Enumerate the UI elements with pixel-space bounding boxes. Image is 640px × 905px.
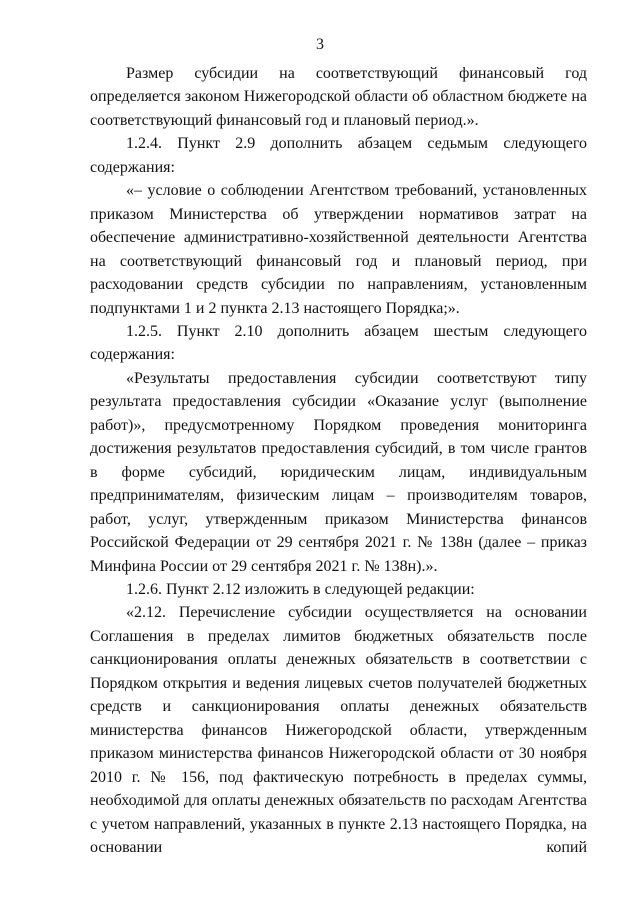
paragraph-1-2-6: 1.2.6. Пункт 2.12 изложить в следующей редакции: <box>126 580 475 598</box>
document-body <box>90 62 587 859</box>
paragraph-condition-requirements: «– условие о соблюдении Агентством требований, установленных приказом Министерства об утверждении нормативов затрат на обеспечение административно-хозяйственной деятельности Агентства на соответствующий финансовый год и плановый период, при расходовании средств субсидии по направлениям, установленным подпунктами 1 и 2 пункта 2.13 настоящего Порядка;». <box>90 182 587 317</box>
page-number: 3 <box>316 36 324 53</box>
paragraph-1-2-5: 1.2.5. Пункт 2.10 дополнить абзацем шестым следующего содержания: <box>90 322 587 364</box>
paragraph-subsidy-size: Размер субсидии на соответствующий финансовый год определяется законом Нижегородской области об областном бюджете на соответствующий финансовый год и плановый период.». <box>90 65 587 129</box>
paragraph-2-12: «2.12. Перечисление субсидии осуществляется на основании Соглашения в пределах лимитов бюджетных обязательств после санкционирования оплаты денежных обязательств в соответствии с Порядком открытия и ведения лицевых счетов получателей бюджетных средств и санкционирования оплаты денежных обязательств министерства финансов Нижегородской области, утвержденным приказом министерства финансов Нижегородской области от 30 ноября 2010 г. № 156, под фактическую потребность в пределах суммы, необходимой для оплаты денежных обязательств по расходам Агентства с учетом направлений, указанных в пункте 2.13 настоящего Порядка, на основании копий <box>90 604 587 856</box>
paragraph-results: «Результаты предоставления субсидии соответствуют типу результата предоставления субсидии «Оказание услуг (выполнение работ)», предусмотренному Порядком проведения мониторинга достижения результатов предоставления субсидий, в том числе грантов в форме субсидий, юридическим лицам, индивидуальным предпринимателям, физическим лицам – производителям товаров, работ, услуг, утвержденным приказом Министерства финансов Российской Федерации от 29 сентября 2021 г. № 138н (далее – приказ Минфина России от 29 сентября 2021 г. № 138н).». <box>90 369 587 575</box>
paragraph-1-2-4: 1.2.4. Пункт 2.9 дополнить абзацем седьмым следующего содержания: <box>90 135 587 176</box>
